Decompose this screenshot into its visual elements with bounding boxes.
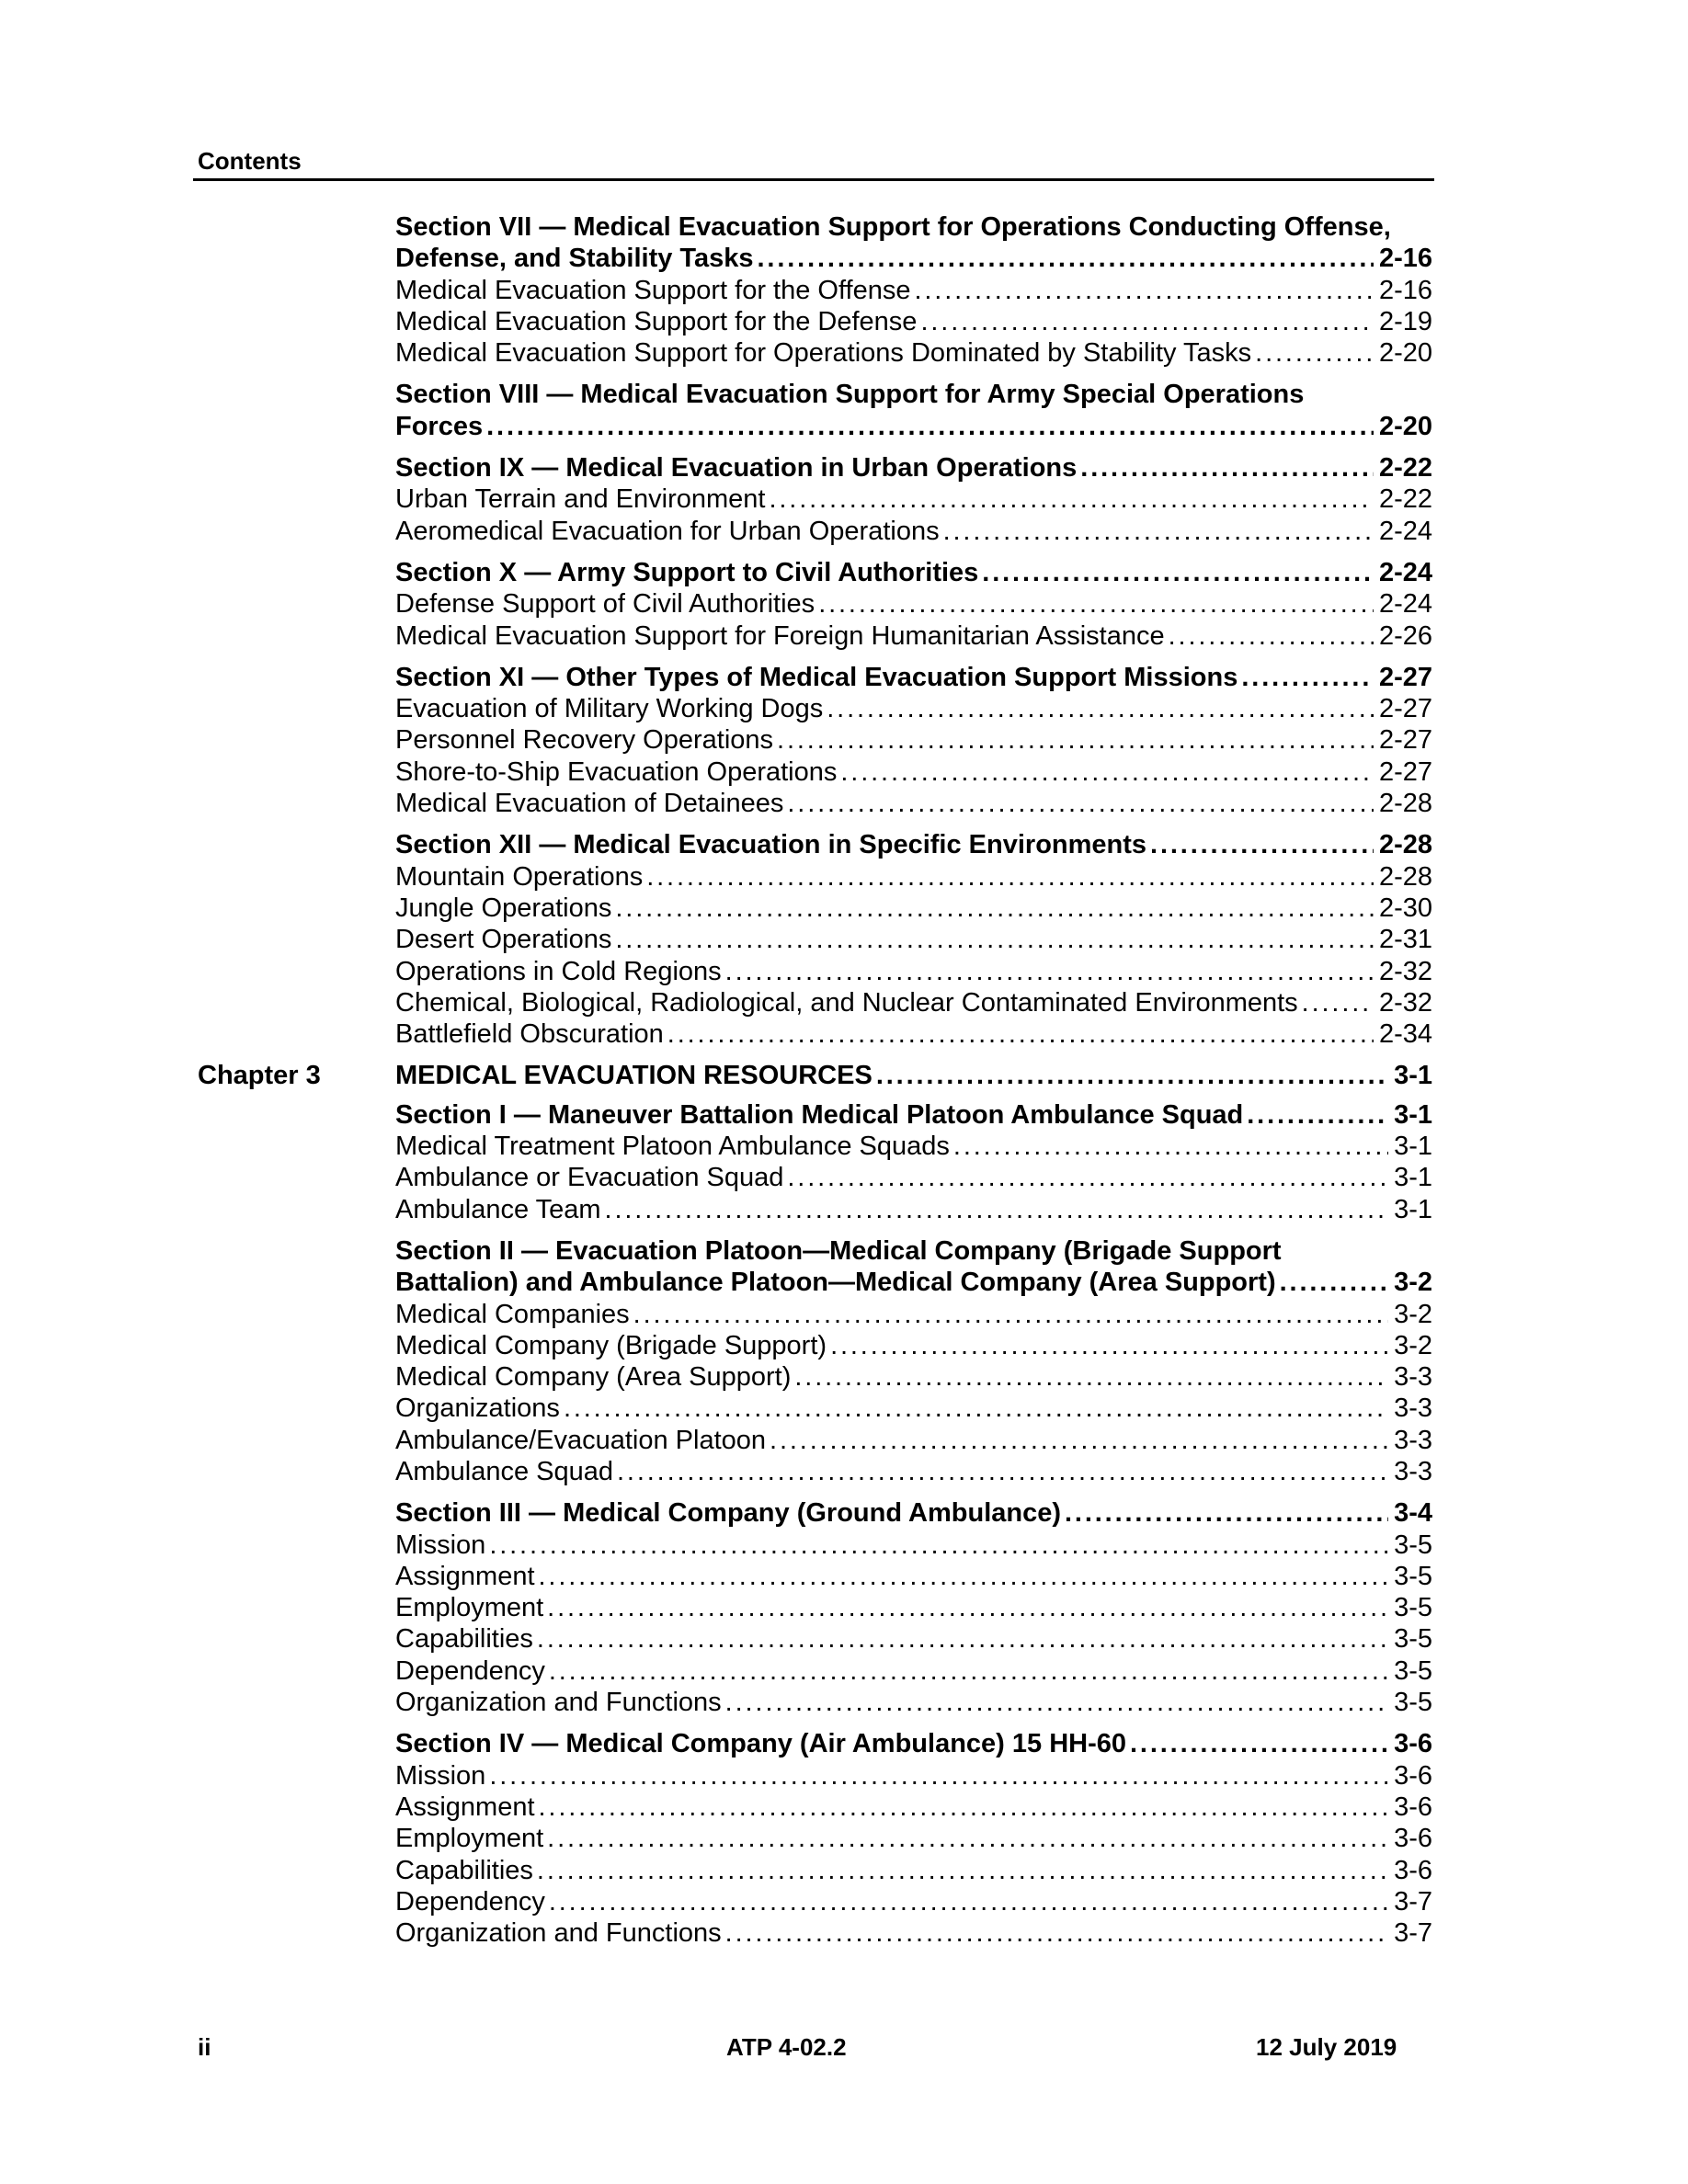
toc-section-group bbox=[0, 1497, 1688, 1718]
toc-entry-page: 2-28 bbox=[1378, 789, 1432, 819]
toc-leader-row bbox=[395, 1823, 1432, 1854]
toc-entry-link[interactable] bbox=[395, 1917, 1432, 1949]
toc-entry-title: Section XI — Other Types of Medical Evacuation Support Missions bbox=[395, 662, 1238, 692]
toc-leader-row bbox=[395, 337, 1432, 369]
toc-entry-link[interactable] bbox=[395, 1425, 1432, 1456]
toc-entry-link[interactable] bbox=[395, 788, 1432, 819]
chapter-title-link[interactable] bbox=[395, 1060, 1432, 1091]
section-heading-link[interactable] bbox=[395, 829, 1432, 860]
section-heading-link[interactable] bbox=[395, 243, 1432, 274]
toc-leader-row bbox=[395, 1687, 1432, 1718]
toc-entry-page: 3-2 bbox=[1394, 1268, 1432, 1298]
toc-leader-row bbox=[395, 756, 1432, 788]
dot-leader bbox=[830, 1330, 1388, 1361]
toc-entry-page: 2-20 bbox=[1378, 338, 1432, 369]
dot-leader bbox=[770, 1425, 1388, 1456]
toc-entry-page: 2-27 bbox=[1378, 662, 1432, 692]
toc-section-group bbox=[0, 829, 1688, 1050]
toc-entry-page: 3-1 bbox=[1394, 1099, 1432, 1130]
dot-leader bbox=[1065, 1497, 1388, 1529]
dot-leader bbox=[1080, 452, 1374, 483]
toc-leader-row bbox=[395, 620, 1432, 652]
toc-entry-title: Capabilities bbox=[395, 1624, 533, 1655]
dot-leader bbox=[725, 956, 1374, 987]
toc-entry-page: 2-22 bbox=[1378, 453, 1432, 483]
toc-leader-row bbox=[395, 1131, 1432, 1162]
toc-entry-page: 2-31 bbox=[1378, 925, 1432, 955]
toc-leader-row bbox=[395, 557, 1432, 588]
toc-entry-page: 2-22 bbox=[1378, 484, 1432, 515]
toc-entry-page: 3-4 bbox=[1394, 1498, 1432, 1529]
dot-leader bbox=[539, 1792, 1389, 1823]
toc-entry-link[interactable] bbox=[395, 861, 1432, 893]
toc-entry-title: Ambulance or Evacuation Squad bbox=[395, 1163, 784, 1193]
toc-leader-row bbox=[395, 1456, 1432, 1487]
toc-leader-row bbox=[395, 1099, 1432, 1131]
toc-entry-page: 2-16 bbox=[1378, 275, 1432, 305]
toc-leader-row bbox=[395, 411, 1432, 442]
dot-leader bbox=[549, 1655, 1388, 1687]
section-heading-link[interactable] bbox=[395, 1267, 1432, 1298]
dot-leader bbox=[549, 1886, 1388, 1917]
dot-leader bbox=[787, 788, 1374, 819]
toc-entry-link[interactable] bbox=[395, 1361, 1432, 1393]
toc-entry-title: Section I — Maneuver Battalion Medical Platoon Ambulance Squad bbox=[395, 1099, 1244, 1130]
toc-entry-title: Jungle Operations bbox=[395, 893, 612, 923]
toc-entry-page: 2-30 bbox=[1378, 893, 1432, 923]
toc-entry-title: Shore-to-Ship Evacuation Operations bbox=[395, 756, 838, 787]
toc-leader-row bbox=[395, 1855, 1432, 1886]
toc-section-group bbox=[0, 1728, 1688, 1949]
dot-leader bbox=[605, 1194, 1389, 1225]
toc-entry-link[interactable] bbox=[395, 1530, 1432, 1561]
toc-entry-link[interactable] bbox=[395, 1131, 1432, 1162]
dot-leader bbox=[769, 483, 1373, 515]
section-heading-line: Section II — Evacuation Platoon—Medical Company (Brigade Support bbox=[395, 1235, 1282, 1266]
toc-entry-title: Medical Evacuation Support for the Offense bbox=[395, 275, 911, 305]
dot-leader bbox=[547, 1823, 1388, 1854]
toc-entry-title: MEDICAL EVACUATION RESOURCES bbox=[395, 1061, 873, 1091]
toc-section-group bbox=[0, 379, 1688, 442]
toc-entry-title: Employment bbox=[395, 1593, 544, 1623]
dot-leader bbox=[489, 1530, 1388, 1561]
toc-entry-link[interactable] bbox=[395, 620, 1432, 652]
toc-entry-page: 3-5 bbox=[1394, 1530, 1432, 1560]
dot-leader bbox=[787, 1162, 1388, 1193]
toc-leader-row bbox=[395, 924, 1432, 955]
toc-entry-page: 2-27 bbox=[1378, 756, 1432, 787]
toc-entry-link[interactable] bbox=[395, 724, 1432, 756]
toc-entry-title: Assignment bbox=[395, 1792, 535, 1822]
toc-entry-link[interactable] bbox=[395, 1792, 1432, 1823]
table-of-contents bbox=[0, 211, 1688, 1959]
dot-leader bbox=[537, 1855, 1388, 1886]
toc-entry-title: Organization and Functions bbox=[395, 1688, 722, 1718]
toc-entry-link[interactable] bbox=[395, 1018, 1432, 1050]
chapter-label: Chapter 3 bbox=[198, 1061, 321, 1091]
toc-entry-page: 2-34 bbox=[1378, 1019, 1432, 1050]
dot-leader bbox=[1169, 620, 1374, 652]
toc-section-group bbox=[0, 452, 1688, 547]
toc-entry-title: Desert Operations bbox=[395, 925, 612, 955]
dot-leader bbox=[943, 516, 1374, 547]
toc-leader-row bbox=[395, 483, 1432, 515]
toc-section-group bbox=[0, 211, 1688, 369]
toc-entry-page: 2-27 bbox=[1378, 694, 1432, 724]
dot-leader bbox=[953, 1131, 1388, 1162]
toc-entry-page: 3-5 bbox=[1394, 1593, 1432, 1623]
toc-entry-page: 3-5 bbox=[1394, 1561, 1432, 1591]
toc-entry-title: Medical Evacuation of Detainees bbox=[395, 789, 784, 819]
toc-section-group bbox=[0, 1099, 1688, 1225]
toc-entry-link[interactable] bbox=[395, 275, 1432, 306]
section-heading-link[interactable] bbox=[395, 411, 1432, 442]
toc-entry-page: 3-3 bbox=[1394, 1456, 1432, 1486]
toc-entry-page: 2-32 bbox=[1378, 956, 1432, 986]
toc-entry-page: 3-3 bbox=[1394, 1425, 1432, 1455]
toc-entry-title: Dependency bbox=[395, 1655, 545, 1686]
section-heading-link[interactable] bbox=[395, 1497, 1432, 1529]
toc-leader-row bbox=[395, 275, 1432, 306]
dot-leader bbox=[1280, 1267, 1388, 1298]
toc-entry-link[interactable] bbox=[395, 337, 1432, 369]
toc-entry-page: 2-24 bbox=[1378, 557, 1432, 587]
dot-leader bbox=[615, 924, 1374, 955]
toc-leader-row bbox=[395, 1497, 1432, 1529]
toc-entry-title: Aeromedical Evacuation for Urban Operations bbox=[395, 516, 940, 546]
dot-leader bbox=[617, 1456, 1388, 1487]
toc-entry-title: Medical Companies bbox=[395, 1299, 630, 1329]
footer-date: 12 July 2019 bbox=[1256, 2033, 1397, 2061]
toc-entry-page: 3-1 bbox=[1394, 1061, 1432, 1091]
footer-document-id: ATP 4-02.2 bbox=[726, 2033, 847, 2061]
toc-entry-title: Section IX — Medical Evacuation in Urban Operations bbox=[395, 453, 1078, 483]
toc-entry-title: Chemical, Biological, Radiological, and Nuclear Contaminated Environments bbox=[395, 987, 1298, 1018]
toc-leader-row bbox=[395, 1267, 1432, 1298]
dot-leader bbox=[1302, 987, 1374, 1018]
toc-entry-title: Section X — Army Support to Civil Authorities bbox=[395, 557, 979, 587]
toc-leader-row bbox=[395, 956, 1432, 987]
toc-leader-row bbox=[395, 1194, 1432, 1225]
toc-entry-link[interactable] bbox=[395, 1456, 1432, 1487]
toc-entry-title: Medical Evacuation Support for Operations Dominated by Stability Tasks bbox=[395, 338, 1252, 369]
toc-entry-page: 2-24 bbox=[1378, 589, 1432, 620]
toc-section-group bbox=[0, 1235, 1688, 1487]
toc-leader-row bbox=[395, 1592, 1432, 1623]
toc-entry-page: 2-24 bbox=[1378, 516, 1432, 546]
toc-entry-title: Mission bbox=[395, 1530, 486, 1560]
toc-entry-page: 3-1 bbox=[1394, 1132, 1432, 1162]
toc-leader-row bbox=[395, 1330, 1432, 1361]
dot-leader bbox=[818, 588, 1374, 620]
toc-entry-title: Medical Evacuation Support for Foreign Humanitarian Assistance bbox=[395, 620, 1165, 651]
toc-leader-row bbox=[395, 306, 1432, 337]
toc-leader-row bbox=[395, 1623, 1432, 1655]
toc-entry-page: 3-3 bbox=[1394, 1393, 1432, 1424]
toc-entry-page: 3-3 bbox=[1394, 1362, 1432, 1393]
dot-leader bbox=[982, 557, 1374, 588]
toc-entry-link[interactable] bbox=[395, 483, 1432, 515]
toc-entry-title: Urban Terrain and Environment bbox=[395, 484, 766, 515]
toc-entry-page: 3-7 bbox=[1394, 1886, 1432, 1917]
section-heading-link[interactable] bbox=[395, 662, 1432, 693]
toc-leader-row bbox=[395, 662, 1432, 693]
toc-leader-row bbox=[395, 724, 1432, 756]
toc-entry-title: Assignment bbox=[395, 1561, 535, 1591]
toc-entry-title: Ambulance Squad bbox=[395, 1456, 613, 1486]
toc-entry-title: Battalion) and Ambulance Platoon—Medical Company (Area Support) bbox=[395, 1268, 1276, 1298]
toc-section-group bbox=[0, 662, 1688, 819]
toc-entry-page: 3-5 bbox=[1394, 1688, 1432, 1718]
toc-entry-title: Operations in Cold Regions bbox=[395, 956, 722, 986]
toc-entry-title: Capabilities bbox=[395, 1855, 533, 1885]
toc-entry-title: Section XII — Medical Evacuation in Specific Environments bbox=[395, 830, 1147, 860]
toc-entry-link[interactable] bbox=[395, 516, 1432, 547]
toc-entry-link[interactable] bbox=[395, 1393, 1432, 1424]
toc-leader-row bbox=[395, 1728, 1432, 1759]
toc-entry-page: 2-26 bbox=[1378, 620, 1432, 651]
footer-page-number: ii bbox=[198, 2033, 211, 2061]
toc-entry-page: 2-28 bbox=[1378, 830, 1432, 860]
toc-leader-row bbox=[395, 243, 1432, 274]
dot-leader bbox=[914, 275, 1373, 306]
dot-leader bbox=[537, 1623, 1388, 1655]
toc-leader-row bbox=[395, 987, 1432, 1018]
toc-entry-page: 3-5 bbox=[1394, 1624, 1432, 1655]
toc-entry-link[interactable] bbox=[395, 987, 1432, 1018]
toc-entry-page: 2-28 bbox=[1378, 861, 1432, 892]
toc-entry-link[interactable] bbox=[395, 1330, 1432, 1361]
toc-entry-title: Defense Support of Civil Authorities bbox=[395, 589, 815, 620]
toc-leader-row bbox=[395, 788, 1432, 819]
section-heading-line: Section VII — Medical Evacuation Support for Operations Conducting Offense, bbox=[395, 212, 1391, 242]
toc-entry-title: Ambulance Team bbox=[395, 1194, 601, 1224]
dot-leader bbox=[777, 724, 1374, 756]
toc-entry-link[interactable] bbox=[395, 1299, 1432, 1330]
section-heading-line: Section VIII — Medical Evacuation Support for Army Special Operations bbox=[395, 380, 1305, 410]
toc-entry-link[interactable] bbox=[395, 924, 1432, 955]
toc-leader-row bbox=[395, 1530, 1432, 1561]
dot-leader bbox=[876, 1060, 1388, 1091]
toc-entry-page: 3-6 bbox=[1394, 1792, 1432, 1822]
dot-leader bbox=[539, 1561, 1389, 1592]
toc-entry-link[interactable] bbox=[395, 893, 1432, 924]
header-rule bbox=[193, 178, 1434, 181]
section-heading-link[interactable] bbox=[395, 557, 1432, 588]
section-heading-link[interactable] bbox=[395, 1099, 1432, 1131]
toc-entry-link[interactable] bbox=[395, 1162, 1432, 1193]
dot-leader bbox=[615, 893, 1374, 924]
toc-entry-page: 2-20 bbox=[1378, 411, 1432, 441]
toc-entry-title: Evacuation of Military Working Dogs bbox=[395, 694, 824, 724]
section-heading-link[interactable] bbox=[395, 1728, 1432, 1759]
toc-leader-row bbox=[395, 893, 1432, 924]
toc-leader-row bbox=[395, 1361, 1432, 1393]
toc-entry-page: 3-7 bbox=[1394, 1918, 1432, 1949]
toc-entry-page: 3-6 bbox=[1394, 1824, 1432, 1854]
toc-entry-title: Organization and Functions bbox=[395, 1918, 722, 1949]
toc-entry-link[interactable] bbox=[395, 1561, 1432, 1592]
dot-leader bbox=[547, 1592, 1388, 1623]
toc-entry-link[interactable] bbox=[395, 1592, 1432, 1623]
toc-entry-title: Mission bbox=[395, 1760, 486, 1791]
toc-entry-page: 3-6 bbox=[1394, 1855, 1432, 1885]
toc-leader-row bbox=[395, 1060, 1432, 1091]
toc-entry-page: 2-27 bbox=[1378, 725, 1432, 756]
dot-leader bbox=[1247, 1099, 1388, 1131]
dot-leader bbox=[1255, 337, 1374, 369]
dot-leader bbox=[758, 243, 1374, 274]
toc-entry-link[interactable] bbox=[395, 1655, 1432, 1687]
toc-entry-link[interactable] bbox=[395, 306, 1432, 337]
dot-leader bbox=[725, 1917, 1388, 1949]
dot-leader bbox=[920, 306, 1374, 337]
toc-entry-page: 3-2 bbox=[1394, 1330, 1432, 1360]
toc-entry-link[interactable] bbox=[395, 1623, 1432, 1655]
dot-leader bbox=[486, 411, 1374, 442]
toc-leader-row bbox=[395, 1299, 1432, 1330]
toc-entry-page: 3-6 bbox=[1394, 1729, 1432, 1759]
dot-leader bbox=[1130, 1728, 1388, 1759]
toc-entry-title: Employment bbox=[395, 1824, 544, 1854]
toc-entry-page: 3-1 bbox=[1394, 1163, 1432, 1193]
toc-leader-row bbox=[395, 693, 1432, 724]
dot-leader bbox=[1150, 829, 1374, 860]
dot-leader bbox=[633, 1299, 1388, 1330]
running-header: Contents bbox=[198, 147, 302, 175]
toc-leader-row bbox=[395, 1018, 1432, 1050]
dot-leader bbox=[667, 1018, 1374, 1050]
toc-leader-row bbox=[395, 1162, 1432, 1193]
toc-entry-link[interactable] bbox=[395, 1886, 1432, 1917]
toc-leader-row bbox=[395, 588, 1432, 620]
toc-entry-page: 2-19 bbox=[1378, 306, 1432, 336]
dot-leader bbox=[489, 1760, 1388, 1792]
toc-leader-row bbox=[395, 1561, 1432, 1592]
toc-entry-title: Medical Company (Brigade Support) bbox=[395, 1330, 827, 1360]
dot-leader bbox=[1241, 662, 1374, 693]
dot-leader bbox=[794, 1361, 1388, 1393]
toc-entry-link[interactable] bbox=[395, 1194, 1432, 1225]
toc-entry-page: 2-16 bbox=[1378, 244, 1432, 274]
toc-entry-title: Defense, and Stability Tasks bbox=[395, 244, 754, 274]
toc-entry-title: Ambulance/Evacuation Platoon bbox=[395, 1425, 767, 1455]
toc-leader-row bbox=[395, 1425, 1432, 1456]
toc-entry-page: 3-5 bbox=[1394, 1655, 1432, 1686]
toc-entry-link[interactable] bbox=[395, 756, 1432, 788]
toc-entry-link[interactable] bbox=[395, 1760, 1432, 1792]
toc-entry-title: Forces bbox=[395, 411, 484, 441]
dot-leader bbox=[725, 1687, 1388, 1718]
toc-entry-page: 3-2 bbox=[1394, 1299, 1432, 1329]
toc-leader-row bbox=[395, 1792, 1432, 1823]
toc-leader-row bbox=[395, 1655, 1432, 1687]
chapter-heading-group bbox=[0, 1060, 1688, 1091]
toc-leader-row bbox=[395, 829, 1432, 860]
toc-leader-row bbox=[395, 1886, 1432, 1917]
toc-entry-title: Medical Treatment Platoon Ambulance Squads bbox=[395, 1132, 950, 1162]
toc-entry-page: 3-6 bbox=[1394, 1760, 1432, 1791]
toc-section-group bbox=[0, 557, 1688, 652]
toc-entry-title: Dependency bbox=[395, 1886, 545, 1917]
toc-entry-title: Medical Company (Area Support) bbox=[395, 1362, 792, 1393]
toc-entry-title: Personnel Recovery Operations bbox=[395, 725, 774, 756]
dot-leader bbox=[564, 1393, 1388, 1424]
toc-leader-row bbox=[395, 1760, 1432, 1792]
toc-leader-row bbox=[395, 516, 1432, 547]
toc-entry-link[interactable] bbox=[395, 1687, 1432, 1718]
section-heading-link[interactable] bbox=[395, 452, 1432, 483]
toc-entry-title: Organizations bbox=[395, 1393, 560, 1424]
toc-entry-page: 3-1 bbox=[1394, 1194, 1432, 1224]
toc-entry-title: Section III — Medical Company (Ground Ambulance) bbox=[395, 1498, 1062, 1529]
toc-entry-page: 2-32 bbox=[1378, 987, 1432, 1018]
toc-entry-link[interactable] bbox=[395, 1823, 1432, 1854]
toc-entry-title: Section IV — Medical Company (Air Ambulance) 15 HH-60 bbox=[395, 1729, 1126, 1759]
dot-leader bbox=[840, 756, 1374, 788]
dot-leader bbox=[827, 693, 1374, 724]
toc-entry-title: Mountain Operations bbox=[395, 861, 644, 892]
toc-leader-row bbox=[395, 1393, 1432, 1424]
toc-entry-link[interactable] bbox=[395, 693, 1432, 724]
toc-entry-title: Medical Evacuation Support for the Defense bbox=[395, 306, 918, 336]
toc-entry-title: Battlefield Obscuration bbox=[395, 1019, 664, 1050]
toc-entry-link[interactable] bbox=[395, 1855, 1432, 1886]
toc-leader-row bbox=[395, 452, 1432, 483]
toc-entry-link[interactable] bbox=[395, 956, 1432, 987]
dot-leader bbox=[646, 861, 1374, 893]
toc-entry-link[interactable] bbox=[395, 588, 1432, 620]
toc-leader-row bbox=[395, 861, 1432, 893]
toc-leader-row bbox=[395, 1917, 1432, 1949]
